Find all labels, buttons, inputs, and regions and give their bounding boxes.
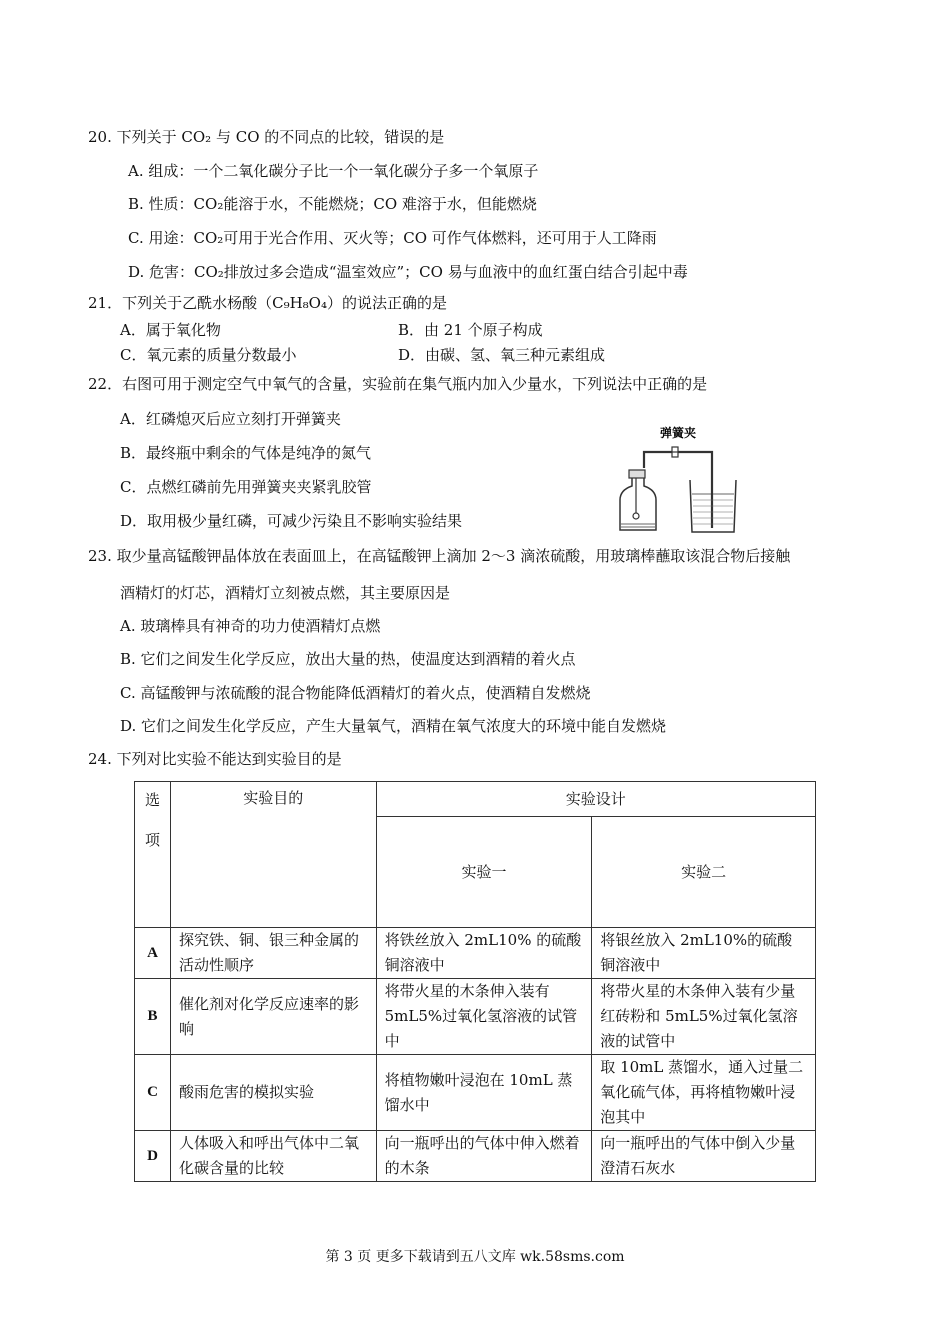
q21-option-b: B．由 21 个原子构成 <box>398 321 543 339</box>
q23-option-b: B. 它们之间发生化学反应，放出大量的热，使温度达到酒精的着火点 <box>120 650 576 668</box>
header-design: 实验设计 <box>376 782 815 817</box>
q20-option-d: D. 危害：CO₂排放过多会造成“温室效应”；CO 易与血液中的血红蛋白结合引起中毒 <box>128 263 688 281</box>
row-exp2: 将银丝放入 2mL10%的硫酸铜溶液中 <box>592 928 816 979</box>
q20-option-c: C. 用途：CO₂可用于光合作用、灭火等；CO 可作气体燃料，还可用于人工降雨 <box>128 229 657 247</box>
spring-clamp-label: 弹簧夹 <box>660 426 697 440</box>
stopper-icon <box>629 470 645 478</box>
row-option: A <box>135 928 171 979</box>
row-exp1: 将铁丝放入 2mL10% 的硫酸铜溶液中 <box>376 928 592 979</box>
row-purpose: 人体吸入和呼出气体中二氧化碳含量的比较 <box>170 1131 376 1182</box>
header-purpose: 实验目的 <box>170 782 376 928</box>
oxygen-measurement-apparatus <box>610 420 750 535</box>
header-exp1: 实验一 <box>376 817 592 928</box>
q21-option-a: A．属于氧化物 <box>120 321 221 339</box>
q23-stem-line2: 酒精灯的灯芯，酒精灯立刻被点燃，其主要原因是 <box>120 584 451 602</box>
header-option: 选 项 <box>135 782 171 928</box>
q21-option-d: D．由碳、氢、氧三种元素组成 <box>398 346 606 364</box>
q20-option-b: B. 性质：CO₂能溶于水，不能燃烧；CO 难溶于水，但能燃烧 <box>128 195 537 213</box>
q23-option-a: A. 玻璃棒具有神奇的功力使酒精灯点燃 <box>120 617 381 635</box>
row-exp1: 将植物嫩叶浸泡在 10mL 蒸馏水中 <box>376 1055 592 1131</box>
row-purpose: 催化剂对化学反应速率的影响 <box>170 979 376 1055</box>
rubber-tube <box>644 452 712 528</box>
red-phosphorus-spoon-icon <box>633 513 639 519</box>
row-exp1: 向一瓶呼出的气体中伸入燃着的木条 <box>376 1131 592 1182</box>
row-option: D <box>135 1131 171 1182</box>
table-header-row <box>135 782 816 817</box>
q22-option-a: A．红磷熄灭后应立刻打开弹簧夹 <box>120 410 341 428</box>
row-option: C <box>135 1055 171 1131</box>
q21-option-c: C．氧元素的质量分数最小 <box>120 346 297 364</box>
row-purpose: 酸雨危害的模拟实验 <box>170 1055 376 1131</box>
gas-bottle-icon <box>620 478 656 530</box>
q22-option-c: C．点燃红磷前先用弹簧夹夹紧乳胶管 <box>120 478 372 496</box>
q23-option-d: D. 它们之间发生化学反应，产生大量氧气，酒精在氧气浓度大的环境中能自发燃烧 <box>120 717 667 735</box>
q23-option-c: C. 高锰酸钾与浓硫酸的混合物能降低酒精灯的着火点，使酒精自发燃烧 <box>120 684 591 702</box>
header-exp2: 实验二 <box>592 817 816 928</box>
table-row <box>135 979 816 1055</box>
q22-option-d: D．取用极少量红磷，可减少污染且不影响实验结果 <box>120 512 463 530</box>
page-footer: 第 3 页 更多下载请到五八文库 wk.58sms.com <box>325 1249 625 1265</box>
q20-option-a: A. 组成：一个二氧化碳分子比一个一氧化碳分子多一个氧原子 <box>128 162 539 180</box>
table-row <box>135 1055 816 1131</box>
row-exp2: 取 10mL 蒸馏水，通入过量二氧化硫气体，再将植物嫩叶浸泡其中 <box>592 1055 816 1131</box>
table-row <box>135 928 816 979</box>
experiment-table <box>134 781 816 1182</box>
row-option: B <box>135 979 171 1055</box>
q22-stem: 22．右图可用于测定空气中氧气的含量，实验前在集气瓶内加入少量水，下列说法中正确的是 <box>88 375 708 393</box>
q24-stem: 24. 下列对比实验不能达到实验目的是 <box>88 750 342 768</box>
q21-stem: 21．下列关于乙酰水杨酸（C₉H₈O₄）的说法正确的是 <box>88 294 447 312</box>
table-row <box>135 1131 816 1182</box>
row-exp2: 将带火星的木条伸入装有少量红砖粉和 5mL5%过氧化氢溶液的试管中 <box>592 979 816 1055</box>
row-purpose: 探究铁、铜、银三种金属的活动性顺序 <box>170 928 376 979</box>
q22-option-b: B．最终瓶中剩余的气体是纯净的氮气 <box>120 444 372 462</box>
q20-stem: 20. 下列关于 CO₂ 与 CO 的不同点的比较，错误的是 <box>88 128 445 146</box>
row-exp2: 向一瓶呼出的气体中倒入少量澄清石灰水 <box>592 1131 816 1182</box>
row-exp1: 将带火星的木条伸入装有 5mL5%过氧化氢溶液的试管中 <box>376 979 592 1055</box>
q23-stem-line1: 23. 取少量高锰酸钾晶体放在表面皿上，在高锰酸钾上滴加 2～3 滴浓硫酸，用玻璃棒蘸取该混合物后接触 <box>88 547 791 565</box>
